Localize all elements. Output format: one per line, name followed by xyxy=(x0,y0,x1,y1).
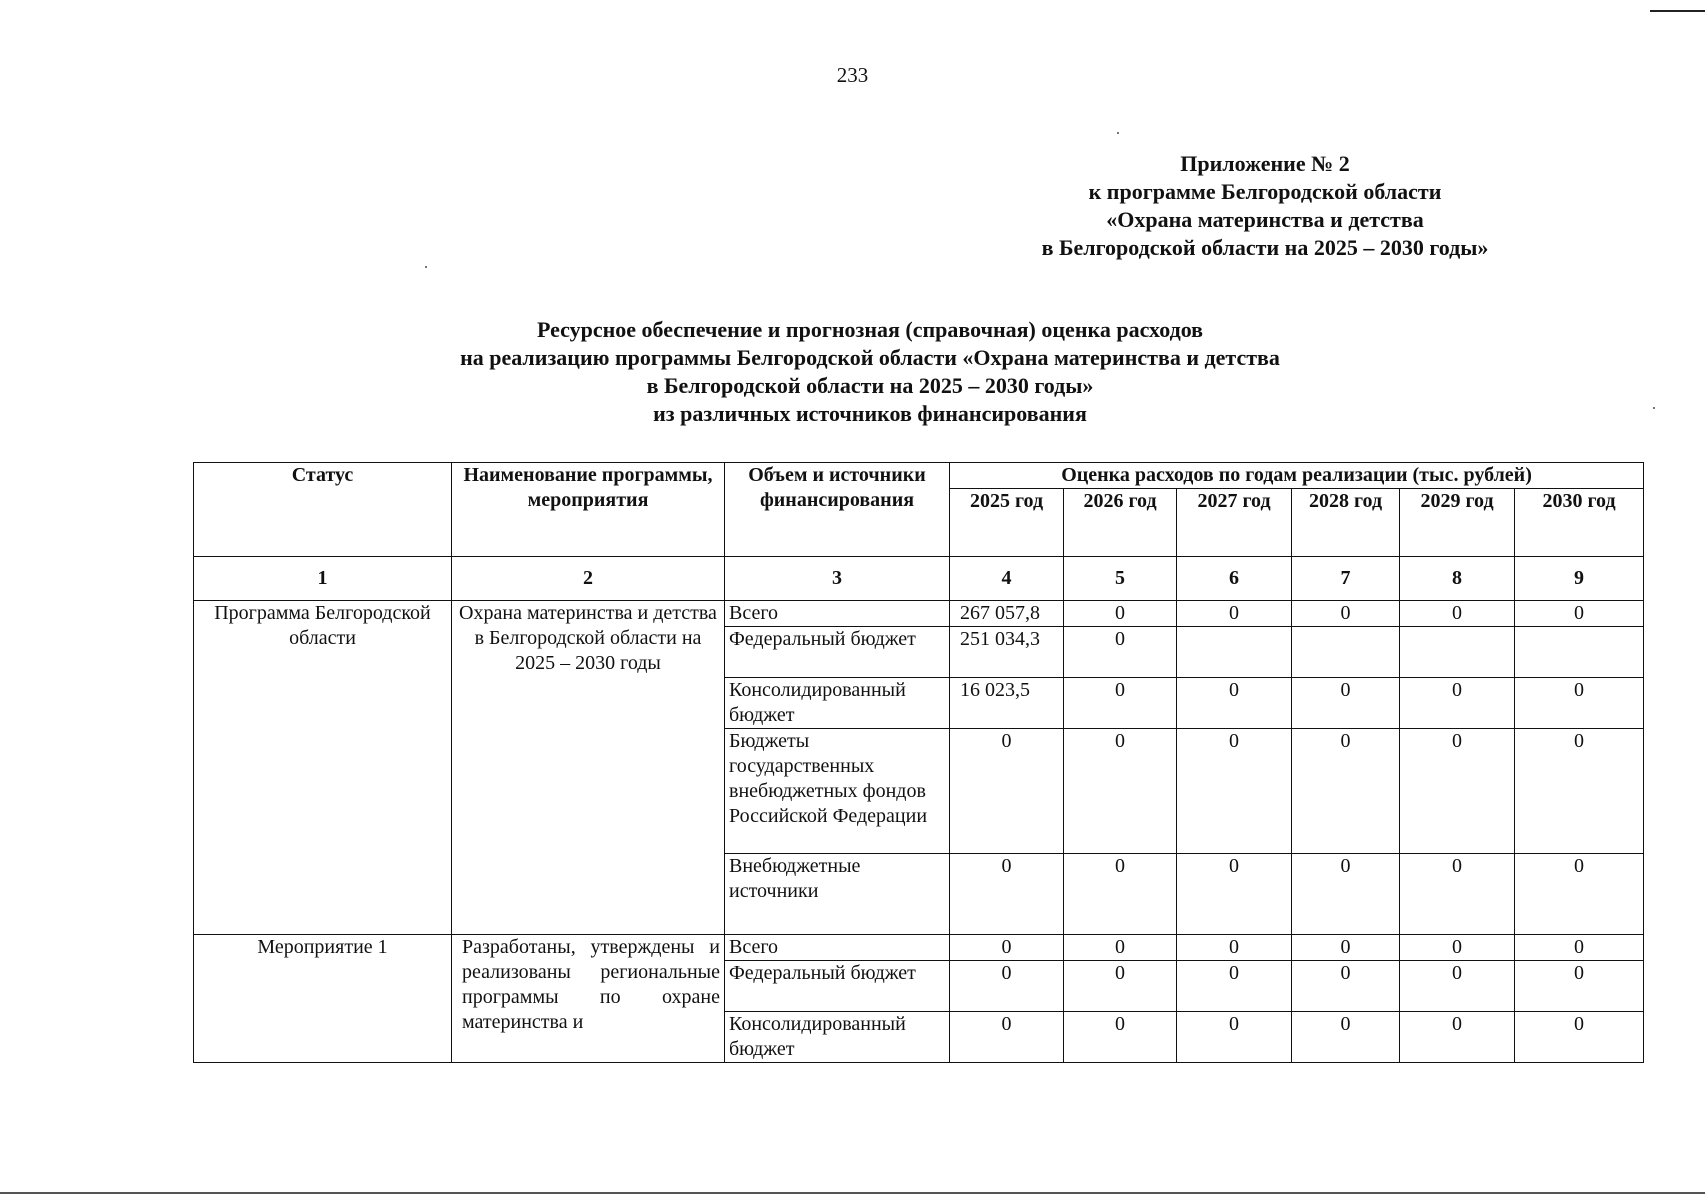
appendix-line: в Белгородской области на 2025 – 2030 годы» xyxy=(1041,235,1489,260)
row-source: Консолидированный бюджет xyxy=(725,1012,950,1063)
value-cell: 0 xyxy=(1177,935,1292,961)
appendix-line: «Охрана материнства и детства xyxy=(1106,207,1424,232)
value-cell: 0 xyxy=(950,854,1064,935)
row-name: Разработаны, утверждены и реализованы региональные программы по охране материнства и xyxy=(452,935,725,1063)
row-name: Охрана материнства и детства в Белгородской области на 2025 – 2030 годы xyxy=(452,601,725,935)
value-cell: 0 xyxy=(1177,854,1292,935)
value-cell: 0 xyxy=(950,935,1064,961)
header-year: 2026 год xyxy=(1064,489,1177,557)
column-index: 2 xyxy=(452,557,725,601)
column-index: 6 xyxy=(1177,557,1292,601)
value-cell: 0 xyxy=(1400,601,1515,627)
value-cell: 0 xyxy=(1515,961,1644,1012)
row-source: Бюджеты государственных внебюджетных фондов Российской Федерации xyxy=(725,729,950,854)
header-name: Наименование программы, мероприятия xyxy=(452,463,725,557)
value-cell: 0 xyxy=(1064,729,1177,854)
header-year: 2029 год xyxy=(1400,489,1515,557)
document-title xyxy=(380,316,1360,428)
table-row xyxy=(194,935,1644,961)
value-cell: 251 034,3 xyxy=(950,627,1064,678)
value-cell xyxy=(1400,627,1515,678)
value-cell: 0 xyxy=(1292,601,1400,627)
header-estimate: Оценка расходов по годам реализации (тыс. рублей) xyxy=(950,463,1644,489)
value-cell: 0 xyxy=(1177,1012,1292,1063)
value-cell: 0 xyxy=(1400,961,1515,1012)
value-cell: 0 xyxy=(1292,729,1400,854)
value-cell: 0 xyxy=(1177,961,1292,1012)
row-source: Всего xyxy=(725,935,950,961)
title-line: Ресурсное обеспечение и прогнозная (справочная) оценка расходов xyxy=(536,317,1204,342)
title-line: на реализацию программы Белгородской области «Охрана материнства и детства xyxy=(460,345,1280,370)
column-index: 3 xyxy=(725,557,950,601)
value-cell: 16 023,5 xyxy=(950,678,1064,729)
title-line: в Белгородской области на 2025 – 2030 годы» xyxy=(646,373,1094,398)
value-cell: 0 xyxy=(1400,678,1515,729)
row-source: Всего xyxy=(725,601,950,627)
scan-speck xyxy=(1117,132,1119,134)
header-status: Статус xyxy=(194,463,452,557)
value-cell: 0 xyxy=(1515,1012,1644,1063)
header-source: Объем и источники финансирования xyxy=(725,463,950,557)
column-index: 4 xyxy=(950,557,1064,601)
value-cell: 0 xyxy=(1064,854,1177,935)
value-cell: 0 xyxy=(950,729,1064,854)
row-source: Внебюджетные источники xyxy=(725,854,950,935)
row-source: Консолидированный бюджет xyxy=(725,678,950,729)
column-index: 8 xyxy=(1400,557,1515,601)
value-cell: 0 xyxy=(1292,678,1400,729)
scan-corner-mark xyxy=(1650,0,1705,12)
value-cell: 0 xyxy=(1177,601,1292,627)
scan-speck xyxy=(1653,407,1655,409)
value-cell: 0 xyxy=(1292,1012,1400,1063)
value-cell xyxy=(1515,627,1644,678)
value-cell: 0 xyxy=(1400,935,1515,961)
header-year: 2027 год xyxy=(1177,489,1292,557)
appendix-line: к программе Белгородской области xyxy=(1088,179,1442,204)
value-cell: 0 xyxy=(1177,729,1292,854)
title-line: из различных источников финансирования xyxy=(653,401,1087,426)
value-cell: 0 xyxy=(1177,678,1292,729)
scan-bottom-edge xyxy=(0,1192,1705,1194)
row-source: Федеральный бюджет xyxy=(725,627,950,678)
appendix-header xyxy=(1005,150,1525,262)
value-cell: 0 xyxy=(1400,854,1515,935)
value-cell xyxy=(1177,627,1292,678)
row-status: Программа Белгородской области xyxy=(194,601,452,935)
value-cell: 0 xyxy=(950,961,1064,1012)
scan-speck xyxy=(425,266,427,268)
value-cell: 0 xyxy=(1064,627,1177,678)
row-source: Федеральный бюджет xyxy=(725,961,950,1012)
header-year: 2028 год xyxy=(1292,489,1400,557)
value-cell: 0 xyxy=(950,1012,1064,1063)
row-status: Мероприятие 1 xyxy=(194,935,452,1063)
value-cell: 0 xyxy=(1515,729,1644,854)
value-cell: 0 xyxy=(1515,601,1644,627)
value-cell: 267 057,8 xyxy=(950,601,1064,627)
value-cell: 0 xyxy=(1064,601,1177,627)
value-cell: 0 xyxy=(1515,935,1644,961)
value-cell: 0 xyxy=(1064,961,1177,1012)
value-cell: 0 xyxy=(1064,935,1177,961)
value-cell: 0 xyxy=(1515,678,1644,729)
value-cell: 0 xyxy=(1292,961,1400,1012)
value-cell: 0 xyxy=(1064,678,1177,729)
column-index: 7 xyxy=(1292,557,1400,601)
value-cell: 0 xyxy=(1400,1012,1515,1063)
value-cell xyxy=(1292,627,1400,678)
column-index: 9 xyxy=(1515,557,1644,601)
value-cell: 0 xyxy=(1292,854,1400,935)
table-row xyxy=(194,601,1644,627)
header-year: 2030 год xyxy=(1515,489,1644,557)
value-cell: 0 xyxy=(1515,854,1644,935)
value-cell: 0 xyxy=(1292,935,1400,961)
value-cell: 0 xyxy=(1064,1012,1177,1063)
value-cell: 0 xyxy=(1400,729,1515,854)
appendix-line: Приложение № 2 xyxy=(1180,151,1350,176)
header-year: 2025 год xyxy=(950,489,1064,557)
column-index: 5 xyxy=(1064,557,1177,601)
page-number: 233 xyxy=(836,63,869,87)
resources-table xyxy=(193,462,1644,1063)
column-index: 1 xyxy=(194,557,452,601)
